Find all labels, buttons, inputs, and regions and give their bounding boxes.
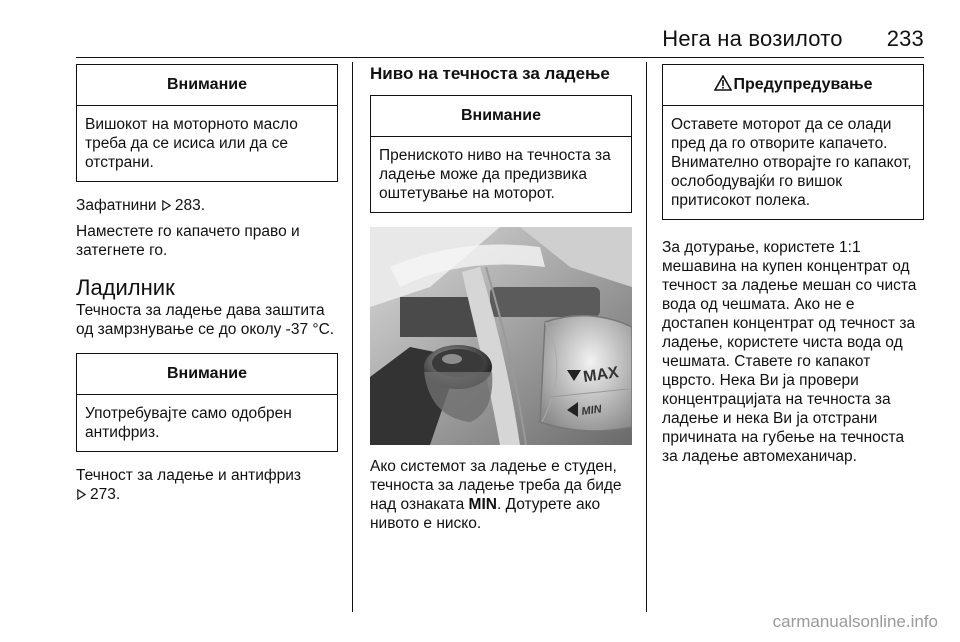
- antifreeze-page-link[interactable]: 273.: [90, 486, 121, 503]
- column-3: [662, 64, 924, 473]
- watermark: carmanualsonline.info: [772, 612, 938, 631]
- warning-box: [662, 64, 924, 220]
- caution-box-oil: [76, 64, 338, 182]
- warning-box-text: Оставете моторот да се олади пред да го отворите капачето. Внимателно отворајте го капакот, ослободувајќи го вишок притисокот полека.: [671, 116, 912, 209]
- coolant-protection-text: Течноста за ладење дава заштита од замрзнување се до околу -37 °C.: [76, 302, 335, 338]
- antifreeze-reference: [76, 466, 338, 504]
- caution-box-antifreeze: [76, 353, 338, 452]
- page-reference-icon: [161, 200, 172, 211]
- warning-box-heading: Предупредување: [733, 76, 873, 93]
- min-mark-emphasis: MIN: [468, 496, 497, 513]
- caution-box-title: Внимание: [77, 65, 337, 106]
- column-divider-2: [646, 62, 647, 612]
- min-mark-label: MIN: [580, 403, 603, 418]
- capacity-page-link[interactable]: 283.: [174, 197, 206, 214]
- header-rule: [76, 57, 924, 58]
- capacity-reference: [76, 196, 338, 215]
- caution-box-title: Внимание: [371, 96, 631, 137]
- column-1: [76, 64, 338, 511]
- header-title: [662, 26, 924, 52]
- subsection-heading-coolant-level: Ниво на течноста за ладење: [370, 64, 610, 83]
- max-mark-label: MAX: [582, 364, 620, 386]
- warning-box-title: [663, 65, 923, 106]
- page-number: 233: [886, 26, 924, 51]
- page-reference-icon: [76, 489, 87, 500]
- warning-triangle-icon: [714, 75, 732, 91]
- coolant-level-text-part1: Ако системот за ладење е студен, течноста за ладење треба да биде над ознаката: [370, 458, 622, 513]
- caution-box-text: Прениското ниво на течноста за ладење може да предизвика оштетување на моторот.: [379, 147, 611, 202]
- capacity-label: Зафатнини: [76, 197, 157, 214]
- column-2: [370, 64, 632, 540]
- antifreeze-label: Течност за ладење и антифриз: [76, 467, 302, 484]
- cap-instruction: Наместете го капачето право и затегнете го.: [76, 223, 300, 259]
- caution-box-text: Употребувајте само одобрен антифриз.: [85, 405, 292, 441]
- caution-box-coolant-level: [370, 95, 632, 213]
- caution-box-text: Вишокот на моторното масло треба да се исиса или да се отстрани.: [85, 116, 298, 171]
- chapter-title: Нега на возилото: [662, 26, 843, 51]
- coolant-level-text: [370, 457, 632, 533]
- section-heading-radiator: Ладилник: [76, 275, 175, 300]
- caution-box-title: Внимание: [77, 354, 337, 395]
- column-divider-1: [352, 62, 353, 612]
- coolant-reservoir-photo: [370, 227, 632, 445]
- coolant-level-text-part2: . Дотурете ако нивото е ниско.: [370, 496, 601, 532]
- topping-up-instructions: За дотурање, користете 1:1 мешавина на купен концентрат од течност за ладење мешан со чиста вода од чешмата. Ако не е достапен концентрат од течност за ладење, користете чиста вода од чешмата. Ставете го капакот цврсто. Нека Ви ја провери концентрацијата на течноста за ладење и нека Ви ја отстрани причината на губење на течноста за ладење автомеханичар.: [662, 239, 917, 465]
